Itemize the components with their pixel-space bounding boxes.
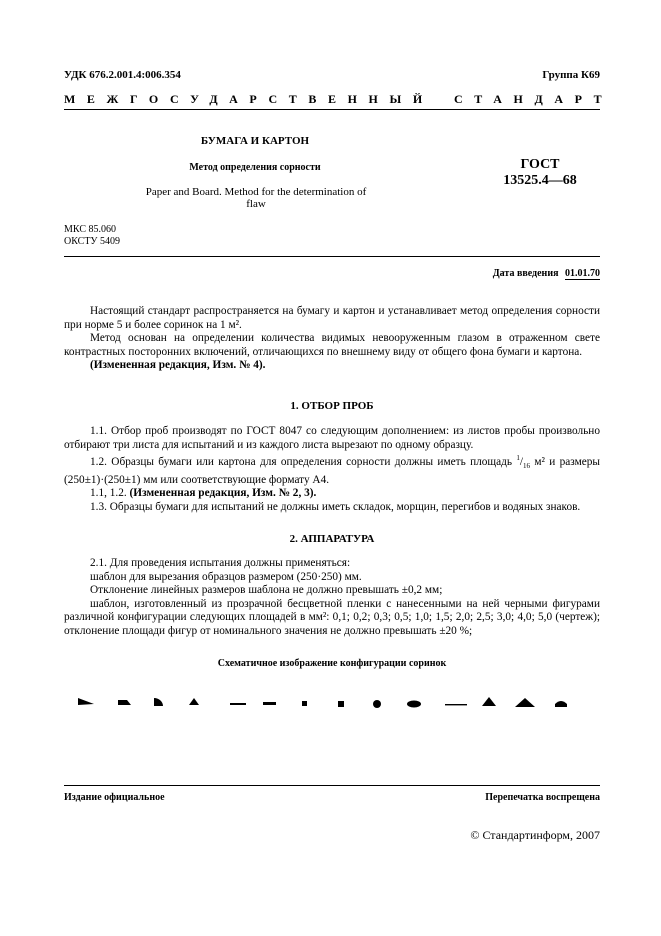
circle-shape	[373, 700, 381, 708]
fraction-denominator: 16	[523, 462, 530, 471]
section-1-paragraph-1: 1.1. Отбор проб производят по ГОСТ 8047 со следующим дополнением: из листов пробы произвольно отбирают три листа для испытаний и из каждого листа вырезают по одному образцу.	[64, 425, 600, 451]
intro-paragraph-2: Метод основан на определении количества видимых невооруженным глазом в отраженном свете контрастных посторонних включений, отличающихся по внешнему виду от общего фона бумаги и картона.	[64, 332, 600, 358]
doc-title: БУМАГА И КАРТОН	[200, 135, 310, 147]
section-2-paragraph-3: Отклонение линейных размеров шаблона не должно превышать ±0,2 мм;	[90, 584, 443, 596]
section-1-amendment-text: (Измененная редакция, Изм. № 2, 3).	[129, 487, 317, 500]
small-square-shape	[302, 701, 307, 706]
footer-official-edition: Издание официальное	[64, 792, 165, 803]
fraction-numerator: 1	[516, 454, 520, 462]
section-1-title: 1. ОТБОР ПРОБ	[290, 400, 374, 412]
intro-date	[493, 268, 600, 279]
long-line-shape	[445, 704, 467, 705]
section-1-paragraph-2-end: м² и размеры (250±1)·(250±1) мм или соответствующие формату А4.	[64, 455, 600, 486]
section-1-paragraph-2-start: 1.2. Образцы бумаги или картона для определения сорности должны иметь площадь	[90, 455, 513, 468]
section-2-paragraph-2: шаблон для вырезания образцов размером (250·250) мм.	[90, 570, 362, 583]
gost-label: ГОСТ	[520, 157, 560, 172]
flaw-shapes-figure	[64, 688, 600, 718]
section-2-paragraph-1: 2.1. Для проведения испытания должны применяться:	[90, 557, 351, 569]
section-2-title: 2. АППАРАТУРА	[289, 533, 375, 545]
header-rule	[64, 109, 600, 110]
gost-number: 13525.4—68	[503, 173, 577, 188]
standard-type-right: СТАНДАРТ	[454, 92, 614, 106]
intro-amendment: (Измененная редакция, Изм. № 4).	[90, 359, 266, 371]
square-shape	[338, 701, 344, 707]
dome-shape	[555, 701, 567, 707]
footer-reprint-notice: Перепечатка воспрещена	[485, 792, 600, 803]
section-2-text	[64, 557, 600, 638]
section-2-paragraph-4: шаблон, изготовленный из прозрачной бесцветной пленки с нанесенными на ней черными фигурами различной конфигурации следующих площадей в мм²: 0,1; 0,2; 0,3; 0,5; 1,0; 1,5; 2,0; 2,5; 3,0; 4,0; 5,0 (чертеж); отклонение площади фигур от номинального значения не должно превышать ±20 %;	[64, 597, 600, 637]
quarter-round-shape	[154, 698, 163, 706]
section-1-amendment	[64, 487, 600, 501]
triangle-shape	[482, 697, 496, 706]
intro-date-label: Дата введения	[492, 268, 559, 279]
doc-subtitle: Метод определения сорности	[189, 162, 321, 173]
doc-title-english: Paper and Board. Method for the determination of flaw	[145, 186, 367, 210]
figure-caption: Схематичное изображение конфигурации соринок	[217, 658, 447, 669]
intro-paragraph-1: Настоящий стандарт распространяется на бумагу и картон и устанавливает метод определения сорности при норме 5 и более соринок на 1 м².	[64, 305, 600, 331]
section-1-amendment-prefix: 1.1, 1.2.	[90, 487, 127, 500]
udk-code: УДК 676.2.001.4:006.354	[64, 69, 181, 81]
footer-rule	[64, 785, 600, 786]
lens-shape	[407, 701, 421, 708]
okstu-code: ОКСТУ 5409	[64, 236, 121, 247]
footer-copyright: © Стандартинформ, 2007	[470, 828, 600, 842]
section-1-paragraph-2: 1.2. Образцы бумаги или картона для определения сорности должны иметь площадь $^1/_{16}$ м² и размеры (250±1)·(250±1) мм или соответствующие формату А4.	[64, 454, 600, 486]
intro-date-value: 01.01.70	[565, 268, 600, 279]
intro-text	[64, 305, 600, 373]
section-1-text	[64, 425, 600, 514]
group-code: Группа К69	[542, 69, 600, 81]
mks-code: МКС 85.060	[64, 224, 116, 235]
standard-type-left: МЕЖГОСУДАРСТВЕННЫЙ	[64, 92, 434, 106]
bar-shape	[263, 702, 276, 705]
wedge-shape	[78, 698, 94, 705]
wide-triangle-shape	[515, 698, 535, 707]
flag-shape	[118, 700, 131, 705]
dash-shape	[230, 703, 246, 705]
codes-rule	[64, 256, 600, 257]
small-triangle-shape	[189, 698, 199, 705]
section-1-paragraph-3: 1.3. Образцы бумаги для испытаний не должны иметь складок, морщин, перегибов и водяных знаков.	[90, 500, 581, 513]
